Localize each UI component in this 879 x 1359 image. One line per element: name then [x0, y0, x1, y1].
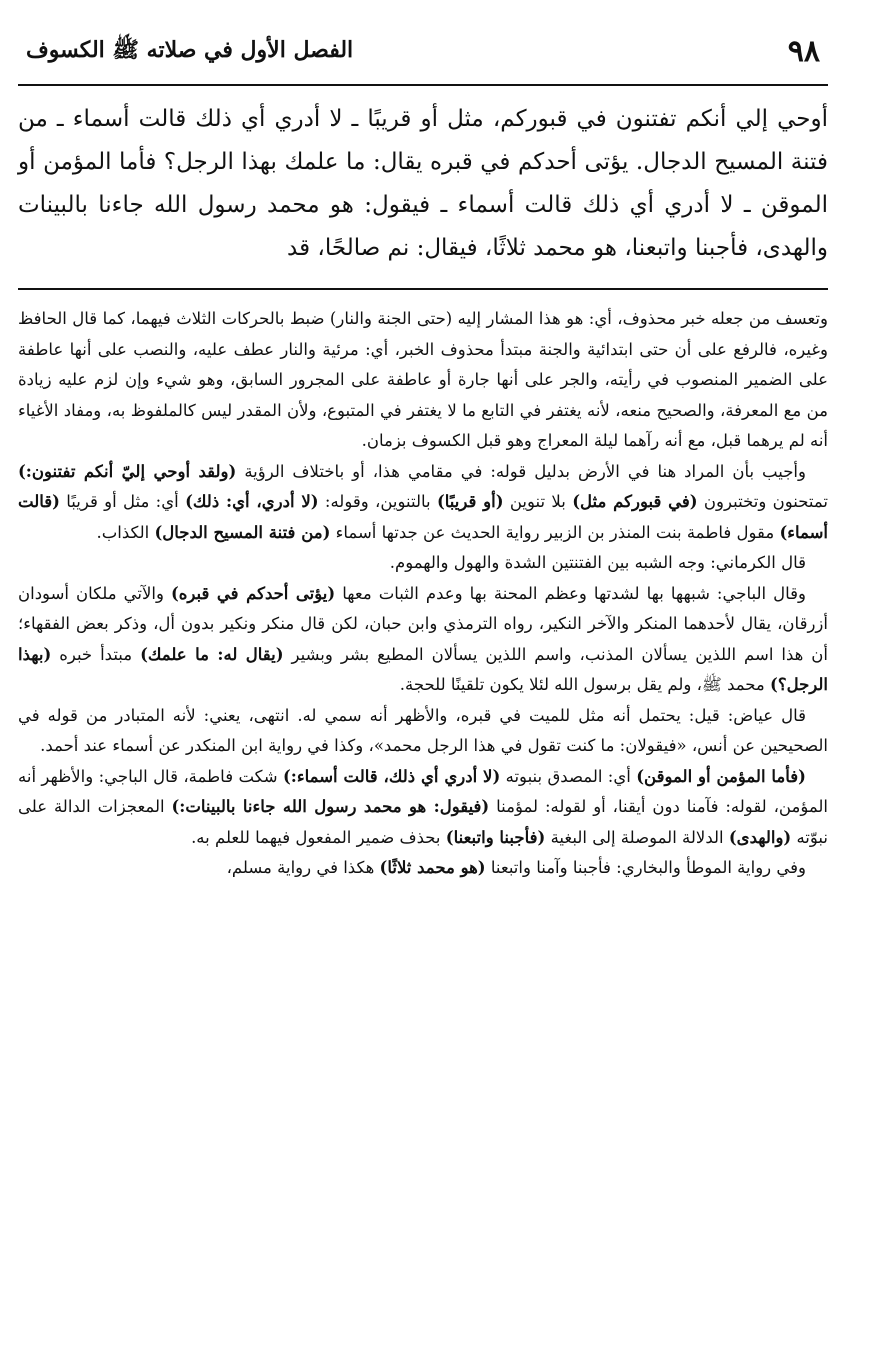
commentary-text: شكت فاطمة، قال الباجي: والأظهر أنه المؤمن، لقوله: فآمنا دون أيقنا، أو لقوله: لمؤمنا: [18, 766, 828, 816]
commentary-text: الدلالة الموصلة إلى البغية: [545, 827, 729, 847]
quoted-hadith: (في قبوركم مثل): [572, 492, 698, 511]
commentary-paragraph-7: [18, 853, 828, 884]
quoted-hadith: (فأما المؤمن أو الموقن): [636, 766, 806, 786]
commentary-text: أي: مثل أو قريبًا: [59, 492, 186, 511]
commentary-paragraph-5: قال عياض: قيل: يحتمل أنه مثل للميت في قبره، والأظهر أنه سمي له. انتهى، يعني: لأنه المتبادر من قوله في الصحيحين عن أنس، «فيقولان: ما كنت تقول في هذا الرجل محمد»، وكذا في رواية ابن المنكدر عن أسماء عند أحمد.: [18, 705, 828, 755]
book-page: [18, 30, 828, 1330]
quoted-hadith: (والهدى): [728, 827, 792, 847]
commentary-text: هكذا في رواية مسلم،: [226, 858, 380, 877]
commentary-text: وقال الباجي: شبهها بها لشدتها وعظم المحنة بها وعدم الثبات معها: [335, 583, 806, 603]
commentary: [18, 304, 828, 884]
commentary-paragraph-3: قال الكرماني: وجه الشبه بين الفتنتين الشدة والهول والهموم.: [389, 553, 806, 572]
commentary-text: محمد ﷺ، ولم يقل برسول الله لئلا يكون تلقينًا للحجة.: [399, 675, 771, 694]
commentary-text: الكذاب.: [96, 522, 155, 542]
quoted-hadith: (بهذا الرجل؟): [18, 644, 828, 694]
quoted-hadith: (فيقول: هو محمد رسول الله جاءنا بالبينات:): [171, 797, 490, 816]
commentary-text: مبتدأ خبره: [51, 644, 141, 664]
commentary-text: أي: المصدق بنبوته: [500, 766, 637, 786]
page-number: ٩٨: [787, 34, 820, 69]
commentary-text: تمتحنون وتختبرون: [697, 492, 828, 511]
quoted-hadith: (من فتنة المسيح الدجال): [154, 522, 331, 542]
hadith-paragraph: أوحي إلي أنكم تفتنون في قبوركم، مثل أو قريبًا ـ لا أدري أي ذلك قالت أسماء ـ من فتنة المسيح الدجال. يؤتى أحدكم في قبره يقال: ما علمك بهذا الرجل؟ فأما المؤمن أو الموقن ـ لا أدري أي ذلك قالت أسماء ـ فيقول: هو محمد رسول الله جاءنا بالبينات والهدى، فأجبنا واتبعنا، هو محمد ثلاثًا، فيقال: نم صالحًا، قد: [18, 106, 828, 261]
quoted-hadith: (لا أدري أي ذلك، قالت أسماء:): [282, 766, 501, 786]
quoted-hadith: (فأجبنا واتبعنا): [445, 827, 546, 847]
quoted-hadith: (ولقد أوحي إليّ أنكم تفتنون:): [18, 461, 237, 481]
commentary-text: وفي رواية الموطأ والبخاري: فأجبنا وآمنا واتبعنا: [485, 858, 806, 877]
commentary-text: المعجزات الدالة على نبوّته: [18, 797, 828, 847]
hadith-text: [18, 98, 828, 270]
quoted-hadith: (يقال له: ما علمك): [140, 644, 284, 664]
quoted-hadith: (لا أدري، أي: ذلك): [185, 492, 319, 511]
commentary-text: بلا تنوين: [503, 492, 573, 511]
commentary-paragraph-4: [18, 579, 828, 701]
quoted-hadith: (يؤتى أحدكم في قبره): [170, 583, 336, 603]
commentary-text: بحذف ضمير المفعول فيهما للعلم به.: [191, 827, 446, 847]
commentary-text: وأجيب بأن المراد هنا في الأرض بدليل قوله: في مقامي هذا، أو باختلاف الرؤية: [236, 461, 806, 481]
page-header: [18, 30, 828, 86]
commentary-paragraph-2: [18, 457, 828, 549]
commentary-paragraph-6: [18, 762, 828, 854]
footnote-separator: [18, 288, 828, 290]
commentary-paragraph-1: وتعسف من جعله خبر محذوف، أي: هو هذا المشار إليه (حتى الجنة والنار) ضبط بالحركات الثلاث فيهما، كما قال الحافظ وغيره، فالرفع على أن حتى ابتدائية والجنة مبتدأ محذوف الخبر، أي: مرئية والنار عطف عليه، والنصب على أنها عاطفة على الضمير المنصوب في رأيته، والجر على أنها جارة أو عاطفة على المجرور السابق، وهو شيء وإن لزم عليه زيادة من مع المعرفة، والصحيح منعه، لأنه يغتفر في التابع ما لا يغتفر في المتبوع، ولأن المقدر ليس كالملفوظ به، ومفاد الأغياء أنه لم يرهما قبل، مع أنه رآهما ليلة المعراج وهو قبل الكسوف بزمان.: [18, 309, 828, 450]
commentary-text: والآتي ملكان أسودان أزرقان، يقال لأحدهما المنكر والآخر النكير، رواه الترمذي وابن حبان، لكن قال منكر ونكير بدون أل، وذكر بعض الفقهاء؛ أن هذا اسم اللذين يسألان المذنب، واسم اللذين يسألان المطيع بشر وبشير: [18, 583, 828, 664]
quoted-hadith: (قالت أسماء): [18, 492, 828, 542]
chapter-title: الفصل الأول في صلاته ﷺ الكسوف: [26, 37, 354, 63]
quoted-hadith: (هو محمد ثلاثًا): [379, 858, 486, 877]
commentary-text: مقول فاطمة بنت المنذر بن الزبير رواية الحديث عن جدتها أسماء: [330, 522, 780, 542]
commentary-text: بالتنوين، وقوله:: [318, 492, 437, 511]
quoted-hadith: (أو قريبًا): [436, 492, 504, 511]
